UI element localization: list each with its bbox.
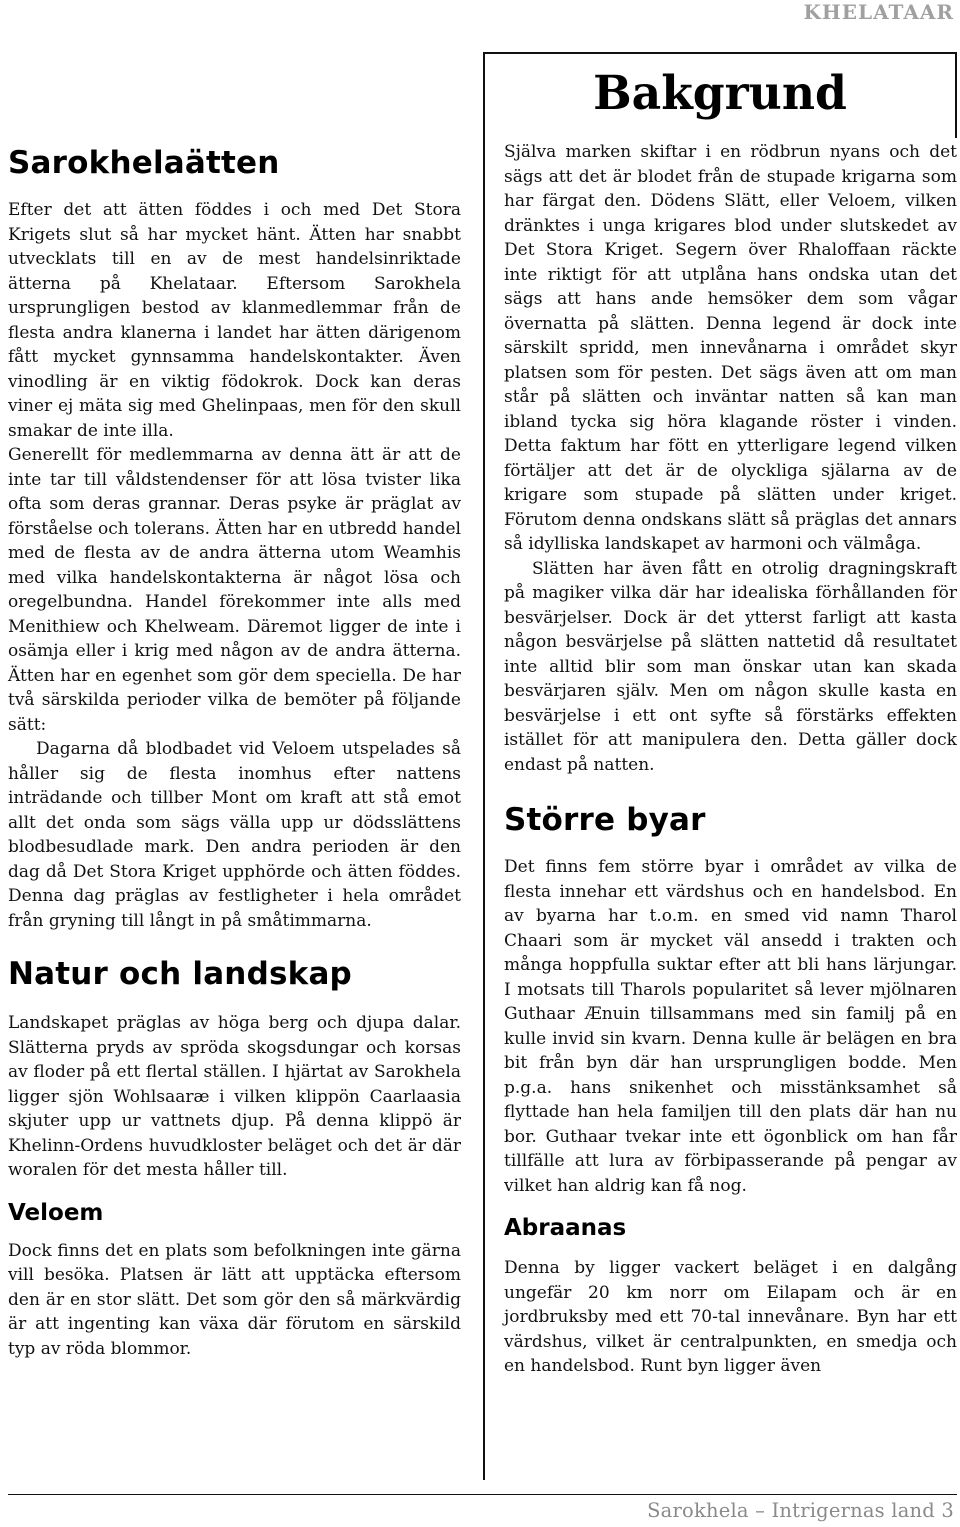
heading-abraanas: Abraanas (504, 1215, 627, 1241)
paragraph: Denna by ligger vackert beläget i en dalgång ungefär 20 km norr om Eilapam och är en jordbruksby med ett 70-tal innevånare. Byn har ett värdshus, vilket är centralpunkten, en smedja och en handelsbod. Runt byn ligger även (504, 1258, 957, 1376)
running-head: KHELATAAR (803, 0, 954, 24)
paragraph: Dagarna då blodbadet vid Veloem utspelades så håller sig de flesta inomhus efter nattens inträdande och tillber Mont om kraft att stå emot allt det onda som sägs välla upp ur dödsslättens blodbesudlade mark. Den andra perioden är den dag då Det Stora Kriget upphörde och ätten föddes. Denna dag präglas av festligheter i hela området från gryning till långt in på småtimmarna. (8, 739, 461, 931)
title-box (483, 52, 957, 138)
page-footer: Sarokhela – Intrigernas land 3 (647, 1499, 954, 1522)
paragraph: Det finns fem större byar i området av vilka de flesta innehar ett värdshus och en handelsbod. En av byarna har t.o.m. en smed vid namn Tharol Chaari som är mycket väl ansedd i trakten och många hoppfulla suktar efter att bli hans lärjungar. I motsats till Tharols popularitet så lever mjölnaren Guthaar Ænuin tillsammans med sin familj på en kulle invid sin kvarn. Denna kulle är belägen en bra bit från byn där han ursprungligen bodde. Men p.g.a. hans snikenhet och misstänksamhet så flyttade han hela familjen till den plats där han nu bor. Guthaar tvekar inte ett ögonblick om han får tillfälle att lura av förbipasserande på pengar av vilket han aldrig kan få nog. (504, 857, 957, 1196)
heading-sarokhelaatten: Sarokhelaätten (8, 145, 280, 181)
page-title: Bakgrund (593, 66, 847, 121)
right-column (504, 140, 957, 1379)
paragraph: Generellt för medlemmarna av denna ätt är att de inte tar till våldstendenser för att lösa tvister lika ofta som deras grannar. Deras psyke är präglat av förståelse och tolerans. Ätten har en utbredd handel med de flesta av de andra ätterna utom Weamhis med vilka handelskontakterna är något lösa och oregelbundna. Handel förekommer inte alls med Menithiew och Khelweam. Däremot ligger de inte i osämja eller i krig med någon av de andra ätterna. Ätten har en egenhet som gör dem speciella. De har två särskilda perioder vilka de bemöter på följande sätt: (8, 445, 461, 735)
paragraph: Själva marken skiftar i en rödbrun nyans och det sägs att det är blodet från de stupade krigarna som har färgat den. Dödens Slätt, eller Veloem, vilken dränktes i unga krigares blod under slutskedet av Det Stora Kriget. Segern över Rhaloffaan räckte inte riktigt för att utplåna hans ondska utan det sägs att hans ande hemsöker dem som vågar övernatta på slätten. Denna legend är dock inte särskilt spridd, men innevånarna i området skyr platsen som för pesten. Det sägs även att om man står på slätten och inväntar natten så kan man ibland tycka sig höra klagande röster i vinden. Detta faktum har fött en ytterligare legend vilken förtäljer att det är de olyckliga själarna av de krigare som stupade på slätten under kriget. Förutom denna ondskans slätt så präglas det annars så idylliska landskapet av harmoni och välmåga. (504, 142, 957, 554)
paragraph: Efter det att ätten föddes i och med Det Stora Krigets slut så har mycket hänt. Ätten har snabbt utvecklats till en av de mest handelsinriktade ätterna på Khelataar. Eftersom Sarokhela ursprungligen bestod av klanmedlemmar från de flesta andra klanerna i landet har ätten därigenom fått mycket gynnsamma handelskontakter. Även vinodling är en viktig födokrok. Dock kan deras viner ej mäta sig med Ghelinpaas, men för den skull smakar de inte illa. (8, 200, 461, 441)
column-divider (483, 138, 485, 1480)
paragraph: Landskapet präglas av höga berg och djupa dalar. Slätterna pryds av spröda skogsdungar och korsas av floder på ett flertal ställen. I hjärtat av Sarokhela ligger sjön Wohlsaaræ i vilken klippön Caarlaasia skjuter upp ur vattnets djup. På denna klippö är Khelinn-Ordens huvudkloster beläget och det är där woralen för det mesta håller till. (8, 1013, 461, 1180)
left-column (8, 140, 461, 1361)
heading-natur-och-landskap: Natur och landskap (8, 956, 352, 992)
footer-rule (8, 1494, 957, 1495)
paragraph: Slätten har även fått en otrolig dragningskraft på magiker vilka där har idealiska förhållanden för besvärjelser. Dock är det ytterst farligt att kasta någon besvärjelse på slätten nattetid då resultatet inte alltid blir som man önskar utan kan skada besvärjaren själv. Men om någon skulle kasta en besvärjelse i ett ont syfte så förstärks effekten istället för att manipulera den. Detta gäller dock endast på natten. (504, 558, 957, 775)
paragraph: Dock finns det en plats som befolkningen inte gärna vill besöka. Platsen är lätt att upptäcka eftersom den är en stor slätt. Det som gör den så märkvärdig är att ingenting kan växa där förutom en särskild typ av röda blommor. (8, 1240, 461, 1359)
heading-veloem: Veloem (8, 1199, 104, 1226)
heading-storre-byar: Större byar (504, 802, 706, 838)
